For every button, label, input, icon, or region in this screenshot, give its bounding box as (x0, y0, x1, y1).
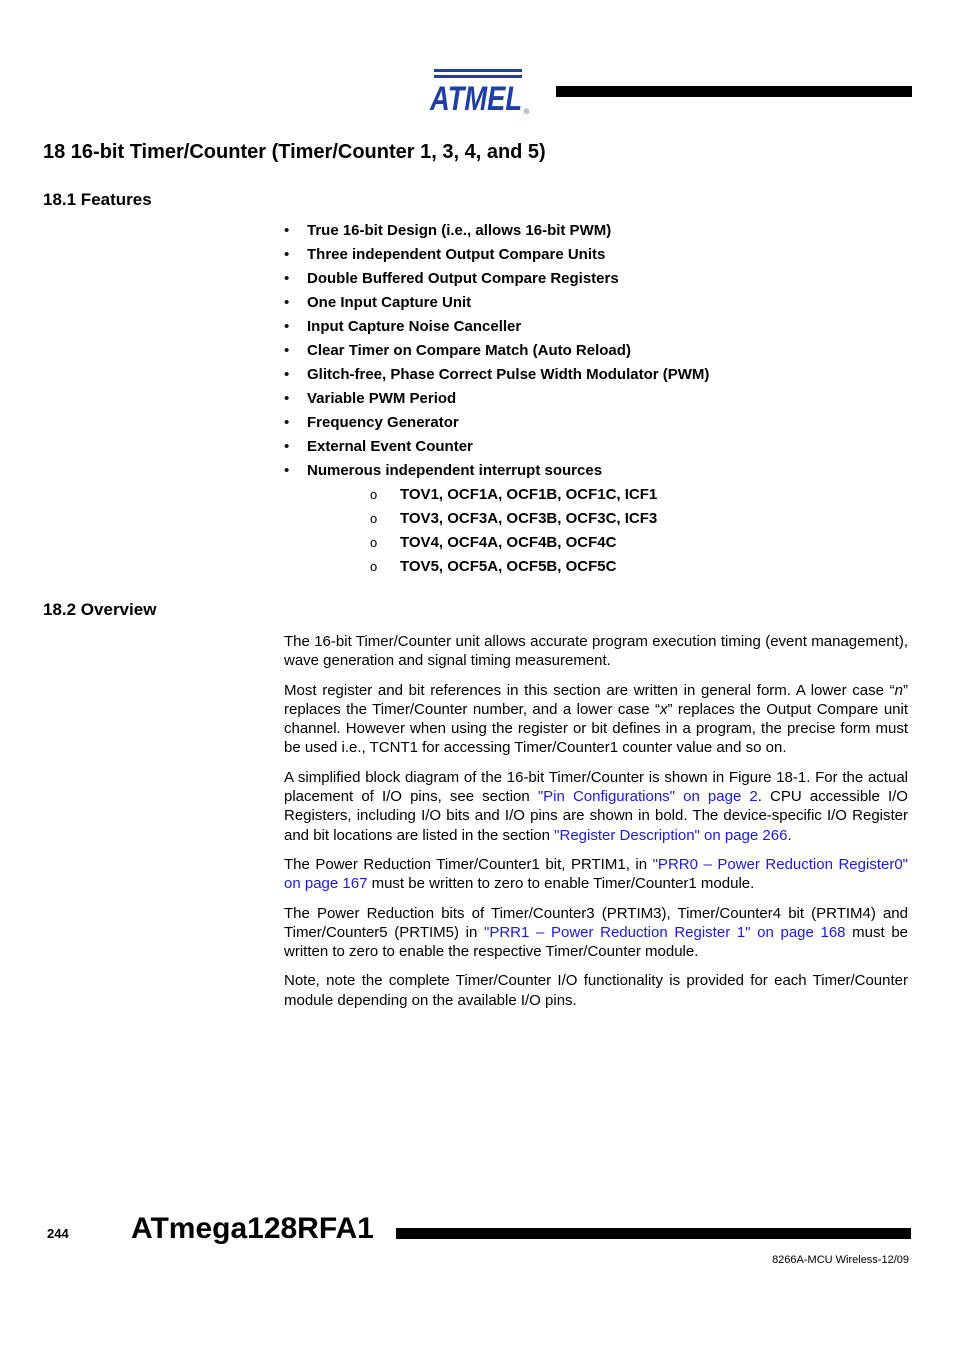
svg-text:®: ® (524, 109, 530, 116)
features-list (284, 221, 904, 581)
overview-paragraph: Most register and bit references in this section are written in general form. A lower case “n” replaces the Timer/Counter number, and a lower case “x” replaces the Output Compare unit channel. However when using the register or bit defines in a program, the precise form must be used i.e., TCNT1 for accessing Timer/Counter1 counter value and so on. (284, 681, 908, 757)
list-item: • Frequency Generator (284, 414, 459, 431)
logo-text: ATMEL (429, 80, 522, 116)
list-item: • One Input Capture Unit (284, 294, 472, 311)
bullet-icon: • (284, 222, 290, 239)
chapter-title: 18 16-bit Timer/Counter (Timer/Counter 1, 3, 4, and 5) (43, 141, 546, 163)
sub-list-item: o TOV5, OCF5A, OCF5B, OCF5C (370, 558, 617, 575)
sub-list-container (284, 485, 904, 581)
circle-bullet-icon: o (370, 535, 378, 550)
overview-paragraph: A simplified block diagram of the 16-bit Timer/Counter is shown in Figure 18-1. For the actual placement of I/O pins, see section "Pin Configurations" on page 2. CPU accessible I/O Registers, including I/O bits and I/O pins are shown in bold. The device-specific I/O Register and bit locations are listed in the section "Register Description" on page 266. (284, 768, 908, 844)
bullet-icon: • (284, 462, 290, 479)
overview-heading: 18.2 Overview (43, 600, 157, 619)
circle-bullet-icon: o (370, 559, 378, 574)
bullet-icon: • (284, 414, 290, 431)
prr1-link[interactable]: "PRR1 – Power Reduction Register 1" on page 168 (484, 923, 846, 941)
bullet-icon: • (284, 318, 290, 335)
bullet-icon: • (284, 342, 290, 359)
bullet-icon: • (284, 438, 290, 455)
bullet-icon: • (284, 246, 290, 263)
bullet-icon: • (284, 270, 290, 287)
list-item: • Input Capture Noise Canceller (284, 318, 522, 335)
atmel-logo (426, 66, 530, 116)
sub-list-item: o TOV1, OCF1A, OCF1B, OCF1C, ICF1 (370, 486, 658, 503)
overview-paragraph: The Power Reduction Timer/Counter1 bit, PRTIM1, in "PRR0 – Power Reduction Register0" on page 167 must be written to zero to enable Timer/Counter1 module. (284, 855, 909, 893)
features-heading: 18.1 Features (43, 190, 152, 209)
list-item: • Glitch-free, Phase Correct Pulse Width Modulator (PWM) (284, 366, 710, 383)
register-description-link[interactable]: "Register Description" on page 266 (554, 826, 788, 844)
page-number: 244 (47, 1226, 69, 1241)
interrupt-sources-list (284, 485, 904, 581)
circle-bullet-icon: o (370, 511, 378, 526)
list-item: • Double Buffered Output Compare Registers (284, 270, 619, 287)
bullet-icon: • (284, 390, 290, 407)
pin-configurations-link[interactable]: "Pin Configurations" on page 2 (537, 788, 758, 806)
list-item: • Clear Timer on Compare Match (Auto Reload) (284, 342, 631, 359)
list-item: • Three independent Output Compare Units (284, 246, 606, 263)
sub-list-item: o TOV4, OCF4A, OCF4B, OCF4C (370, 534, 617, 551)
bullet-icon: • (284, 294, 290, 311)
list-item: • True 16-bit Design (i.e., allows 16-bit PWM) (284, 222, 612, 239)
overview-paragraph: The 16-bit Timer/Counter unit allows accurate program execution timing (event management), wave generation and signal timing measurement. (284, 633, 908, 670)
list-item: • External Event Counter (284, 438, 473, 455)
overview-paragraph: The Power Reduction bits of Timer/Counter3 (PRTIM3), Timer/Counter4 bit (PRTIM4) and Timer/Counter5 (PRTIM5) in "PRR1 – Power Reduction Register 1" on page 168 must be written to zero to enable the respective Timer/Counter module. (284, 904, 909, 961)
sub-list-item: o TOV3, OCF3A, OCF3B, OCF3C, ICF3 (370, 510, 658, 527)
list-item: • Variable PWM Period (284, 390, 457, 407)
list-item: • Numerous independent interrupt sources (284, 462, 603, 479)
overview-body (284, 632, 908, 1020)
prr0-link[interactable]: "PRR0 – Power Reduction Register0" on page 167 (284, 855, 909, 893)
document-reference: 8266A-MCU Wireless-12/09 (772, 1254, 909, 1266)
footer-bar (396, 1228, 911, 1239)
header-bar (556, 86, 912, 97)
overview-paragraph: Note, note the complete Timer/Counter I/O functionality is provided for each Timer/Counter module depending on the available I/O pins. (284, 972, 908, 1009)
document-title: ATmega128RFA1 (131, 1212, 374, 1245)
bullet-icon: • (284, 366, 290, 383)
circle-bullet-icon: o (370, 487, 378, 502)
